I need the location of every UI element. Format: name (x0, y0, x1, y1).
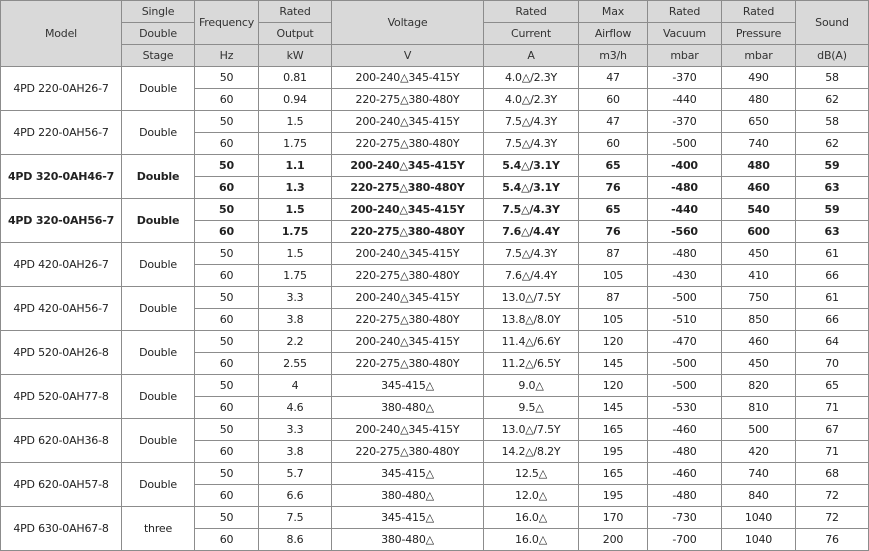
sound-cell: 59 (796, 155, 869, 177)
vacuum-cell: -440 (648, 199, 722, 221)
pressure-cell: 480 (722, 89, 796, 111)
model-cell: 4PD 220-0AH26-7 (1, 67, 122, 111)
table-row (1, 375, 869, 397)
current-cell: 12.0△ (484, 485, 579, 507)
frequency-cell: 60 (195, 133, 259, 155)
header-pressure-unit: mbar (722, 45, 796, 67)
airflow-cell: 120 (579, 331, 648, 353)
output-cell: 3.8 (259, 309, 332, 331)
header-stage-line1: Single (122, 1, 195, 23)
output-cell: 2.2 (259, 331, 332, 353)
vacuum-cell: -440 (648, 89, 722, 111)
frequency-cell: 50 (195, 507, 259, 529)
table-row (1, 155, 869, 177)
pressure-cell: 810 (722, 397, 796, 419)
table-row (1, 243, 869, 265)
current-cell: 7.5△/4.3Y (484, 199, 579, 221)
vacuum-cell: -480 (648, 441, 722, 463)
table-header (1, 1, 869, 67)
vacuum-cell: -370 (648, 67, 722, 89)
vacuum-cell: -430 (648, 265, 722, 287)
stage-cell: Double (122, 155, 195, 199)
model-cell: 4PD 620-0AH36-8 (1, 419, 122, 463)
voltage-cell: 220-275△380-480Y (332, 441, 484, 463)
frequency-cell: 50 (195, 287, 259, 309)
current-cell: 7.6△/4.4Y (484, 221, 579, 243)
sound-cell: 72 (796, 507, 869, 529)
sound-cell: 59 (796, 199, 869, 221)
header-pressure-line1: Rated (722, 1, 796, 23)
voltage-cell: 220-275△380-480Y (332, 309, 484, 331)
voltage-cell: 220-275△380-480Y (332, 265, 484, 287)
sound-cell: 76 (796, 529, 869, 551)
current-cell: 16.0△ (484, 507, 579, 529)
vacuum-cell: -510 (648, 309, 722, 331)
pressure-cell: 460 (722, 331, 796, 353)
stage-cell: Double (122, 375, 195, 419)
frequency-cell: 60 (195, 485, 259, 507)
voltage-cell: 345-415△ (332, 463, 484, 485)
frequency-cell: 50 (195, 67, 259, 89)
stage-cell: Double (122, 419, 195, 463)
current-cell: 7.5△/4.3Y (484, 243, 579, 265)
frequency-cell: 60 (195, 265, 259, 287)
frequency-cell: 50 (195, 463, 259, 485)
pressure-cell: 850 (722, 309, 796, 331)
sound-cell: 64 (796, 331, 869, 353)
vacuum-cell: -480 (648, 243, 722, 265)
frequency-cell: 50 (195, 155, 259, 177)
header-vacuum-line2: Vacuum (648, 23, 722, 45)
header-current-line1: Rated (484, 1, 579, 23)
sound-cell: 58 (796, 111, 869, 133)
current-cell: 9.0△ (484, 375, 579, 397)
vacuum-cell: -500 (648, 375, 722, 397)
sound-cell: 66 (796, 265, 869, 287)
voltage-cell: 200-240△345-415Y (332, 243, 484, 265)
output-cell: 8.6 (259, 529, 332, 551)
stage-cell: Double (122, 199, 195, 243)
sound-cell: 61 (796, 287, 869, 309)
model-cell: 4PD 520-0AH26-8 (1, 331, 122, 375)
header-frequency-unit: Hz (195, 45, 259, 67)
model-cell: 4PD 320-0AH46-7 (1, 155, 122, 199)
voltage-cell: 220-275△380-480Y (332, 177, 484, 199)
pressure-cell: 750 (722, 287, 796, 309)
voltage-cell: 200-240△345-415Y (332, 331, 484, 353)
pressure-cell: 1040 (722, 529, 796, 551)
voltage-cell: 220-275△380-480Y (332, 133, 484, 155)
voltage-cell: 200-240△345-415Y (332, 111, 484, 133)
sound-cell: 62 (796, 133, 869, 155)
airflow-cell: 65 (579, 199, 648, 221)
vacuum-cell: -730 (648, 507, 722, 529)
header-output-line1: Rated (259, 1, 332, 23)
voltage-cell: 200-240△345-415Y (332, 287, 484, 309)
voltage-cell: 200-240△345-415Y (332, 199, 484, 221)
output-cell: 7.5 (259, 507, 332, 529)
frequency-cell: 60 (195, 89, 259, 111)
model-cell: 4PD 420-0AH26-7 (1, 243, 122, 287)
frequency-cell: 50 (195, 199, 259, 221)
vacuum-cell: -460 (648, 419, 722, 441)
voltage-cell: 220-275△380-480Y (332, 221, 484, 243)
sound-cell: 61 (796, 243, 869, 265)
output-cell: 5.7 (259, 463, 332, 485)
vacuum-cell: -500 (648, 133, 722, 155)
airflow-cell: 47 (579, 67, 648, 89)
airflow-cell: 145 (579, 397, 648, 419)
frequency-cell: 50 (195, 111, 259, 133)
current-cell: 11.4△/6.6Y (484, 331, 579, 353)
airflow-cell: 200 (579, 529, 648, 551)
sound-cell: 72 (796, 485, 869, 507)
voltage-cell: 200-240△345-415Y (332, 419, 484, 441)
output-cell: 3.8 (259, 441, 332, 463)
airflow-cell: 47 (579, 111, 648, 133)
current-cell: 5.4△/3.1Y (484, 155, 579, 177)
header-current-line2: Current (484, 23, 579, 45)
airflow-cell: 165 (579, 419, 648, 441)
vacuum-cell: -460 (648, 463, 722, 485)
current-cell: 13.0△/7.5Y (484, 419, 579, 441)
frequency-cell: 50 (195, 243, 259, 265)
header-output-line2: Output (259, 23, 332, 45)
table-body (1, 67, 869, 551)
pressure-cell: 410 (722, 265, 796, 287)
header-sound-unit: dB(A) (796, 45, 869, 67)
current-cell: 13.0△/7.5Y (484, 287, 579, 309)
airflow-cell: 195 (579, 485, 648, 507)
table-row (1, 507, 869, 529)
airflow-cell: 105 (579, 309, 648, 331)
vacuum-cell: -500 (648, 287, 722, 309)
output-cell: 1.5 (259, 111, 332, 133)
output-cell: 1.5 (259, 199, 332, 221)
output-cell: 1.3 (259, 177, 332, 199)
airflow-cell: 60 (579, 133, 648, 155)
pressure-cell: 460 (722, 177, 796, 199)
header-airflow-unit: m3/h (579, 45, 648, 67)
voltage-cell: 200-240△345-415Y (332, 67, 484, 89)
pressure-cell: 490 (722, 67, 796, 89)
header-voltage-unit: V (332, 45, 484, 67)
current-cell: 13.8△/8.0Y (484, 309, 579, 331)
current-cell: 9.5△ (484, 397, 579, 419)
airflow-cell: 165 (579, 463, 648, 485)
vacuum-cell: -700 (648, 529, 722, 551)
airflow-cell: 87 (579, 287, 648, 309)
current-cell: 7.5△/4.3Y (484, 133, 579, 155)
header-vacuum-line1: Rated (648, 1, 722, 23)
stage-cell: Double (122, 463, 195, 507)
current-cell: 12.5△ (484, 463, 579, 485)
airflow-cell: 195 (579, 441, 648, 463)
pressure-cell: 840 (722, 485, 796, 507)
table-row (1, 419, 869, 441)
vacuum-cell: -480 (648, 177, 722, 199)
table-row (1, 331, 869, 353)
output-cell: 3.3 (259, 287, 332, 309)
airflow-cell: 60 (579, 89, 648, 111)
pressure-cell: 820 (722, 375, 796, 397)
pressure-cell: 1040 (722, 507, 796, 529)
frequency-cell: 60 (195, 441, 259, 463)
sound-cell: 66 (796, 309, 869, 331)
pressure-cell: 500 (722, 419, 796, 441)
pressure-cell: 450 (722, 353, 796, 375)
header-airflow-line1: Max (579, 1, 648, 23)
airflow-cell: 105 (579, 265, 648, 287)
stage-cell: three (122, 507, 195, 551)
output-cell: 4.6 (259, 397, 332, 419)
voltage-cell: 345-415△ (332, 507, 484, 529)
frequency-cell: 60 (195, 221, 259, 243)
vacuum-cell: -370 (648, 111, 722, 133)
frequency-cell: 60 (195, 529, 259, 551)
sound-cell: 68 (796, 463, 869, 485)
sound-cell: 71 (796, 441, 869, 463)
header-model: Model (1, 1, 122, 67)
frequency-cell: 60 (195, 177, 259, 199)
frequency-cell: 50 (195, 419, 259, 441)
table-row (1, 463, 869, 485)
output-cell: 1.5 (259, 243, 332, 265)
sound-cell: 65 (796, 375, 869, 397)
sound-cell: 63 (796, 177, 869, 199)
table-row (1, 111, 869, 133)
pressure-cell: 600 (722, 221, 796, 243)
table-row (1, 67, 869, 89)
output-cell: 1.75 (259, 265, 332, 287)
model-cell: 4PD 630-0AH67-8 (1, 507, 122, 551)
voltage-cell: 220-275△380-480Y (332, 353, 484, 375)
output-cell: 4 (259, 375, 332, 397)
airflow-cell: 65 (579, 155, 648, 177)
current-cell: 5.4△/3.1Y (484, 177, 579, 199)
voltage-cell: 380-480△ (332, 529, 484, 551)
pressure-cell: 540 (722, 199, 796, 221)
voltage-cell: 345-415△ (332, 375, 484, 397)
output-cell: 3.3 (259, 419, 332, 441)
model-cell: 4PD 620-0AH57-8 (1, 463, 122, 507)
header-frequency: Frequency (195, 1, 259, 45)
airflow-cell: 87 (579, 243, 648, 265)
pressure-cell: 420 (722, 441, 796, 463)
sound-cell: 70 (796, 353, 869, 375)
voltage-cell: 200-240△345-415Y (332, 155, 484, 177)
current-cell: 7.5△/4.3Y (484, 111, 579, 133)
pressure-cell: 480 (722, 155, 796, 177)
frequency-cell: 50 (195, 331, 259, 353)
output-cell: 0.81 (259, 67, 332, 89)
frequency-cell: 60 (195, 353, 259, 375)
voltage-cell: 380-480△ (332, 485, 484, 507)
sound-cell: 71 (796, 397, 869, 419)
current-cell: 14.2△/8.2Y (484, 441, 579, 463)
stage-cell: Double (122, 287, 195, 331)
airflow-cell: 120 (579, 375, 648, 397)
sound-cell: 67 (796, 419, 869, 441)
airflow-cell: 76 (579, 221, 648, 243)
current-cell: 16.0△ (484, 529, 579, 551)
airflow-cell: 170 (579, 507, 648, 529)
frequency-cell: 60 (195, 397, 259, 419)
current-cell: 11.2△/6.5Y (484, 353, 579, 375)
vacuum-cell: -530 (648, 397, 722, 419)
table-row (1, 199, 869, 221)
output-cell: 1.75 (259, 221, 332, 243)
frequency-cell: 60 (195, 309, 259, 331)
header-voltage: Voltage (332, 1, 484, 45)
pressure-cell: 650 (722, 111, 796, 133)
vacuum-cell: -480 (648, 485, 722, 507)
stage-cell: Double (122, 331, 195, 375)
output-cell: 1.1 (259, 155, 332, 177)
current-cell: 7.6△/4.4Y (484, 265, 579, 287)
header-sound: Sound (796, 1, 869, 45)
output-cell: 2.55 (259, 353, 332, 375)
vacuum-cell: -500 (648, 353, 722, 375)
header-airflow-line2: Airflow (579, 23, 648, 45)
output-cell: 6.6 (259, 485, 332, 507)
airflow-cell: 145 (579, 353, 648, 375)
current-cell: 4.0△/2.3Y (484, 89, 579, 111)
header-vacuum-unit: mbar (648, 45, 722, 67)
sound-cell: 58 (796, 67, 869, 89)
voltage-cell: 380-480△ (332, 397, 484, 419)
output-cell: 0.94 (259, 89, 332, 111)
frequency-cell: 50 (195, 375, 259, 397)
pressure-cell: 450 (722, 243, 796, 265)
header-stage-line3: Stage (122, 45, 195, 67)
airflow-cell: 76 (579, 177, 648, 199)
model-cell: 4PD 220-0AH56-7 (1, 111, 122, 155)
stage-cell: Double (122, 67, 195, 111)
header-current-unit: A (484, 45, 579, 67)
output-cell: 1.75 (259, 133, 332, 155)
pressure-cell: 740 (722, 133, 796, 155)
sound-cell: 62 (796, 89, 869, 111)
header-output-unit: kW (259, 45, 332, 67)
table-row (1, 287, 869, 309)
model-cell: 4PD 320-0AH56-7 (1, 199, 122, 243)
vacuum-cell: -470 (648, 331, 722, 353)
model-cell: 4PD 420-0AH56-7 (1, 287, 122, 331)
sound-cell: 63 (796, 221, 869, 243)
voltage-cell: 220-275△380-480Y (332, 89, 484, 111)
vacuum-cell: -560 (648, 221, 722, 243)
stage-cell: Double (122, 243, 195, 287)
model-cell: 4PD 520-0AH77-8 (1, 375, 122, 419)
vacuum-cell: -400 (648, 155, 722, 177)
header-stage-line2: Double (122, 23, 195, 45)
header-pressure-line2: Pressure (722, 23, 796, 45)
stage-cell: Double (122, 111, 195, 155)
current-cell: 4.0△/2.3Y (484, 67, 579, 89)
pressure-cell: 740 (722, 463, 796, 485)
